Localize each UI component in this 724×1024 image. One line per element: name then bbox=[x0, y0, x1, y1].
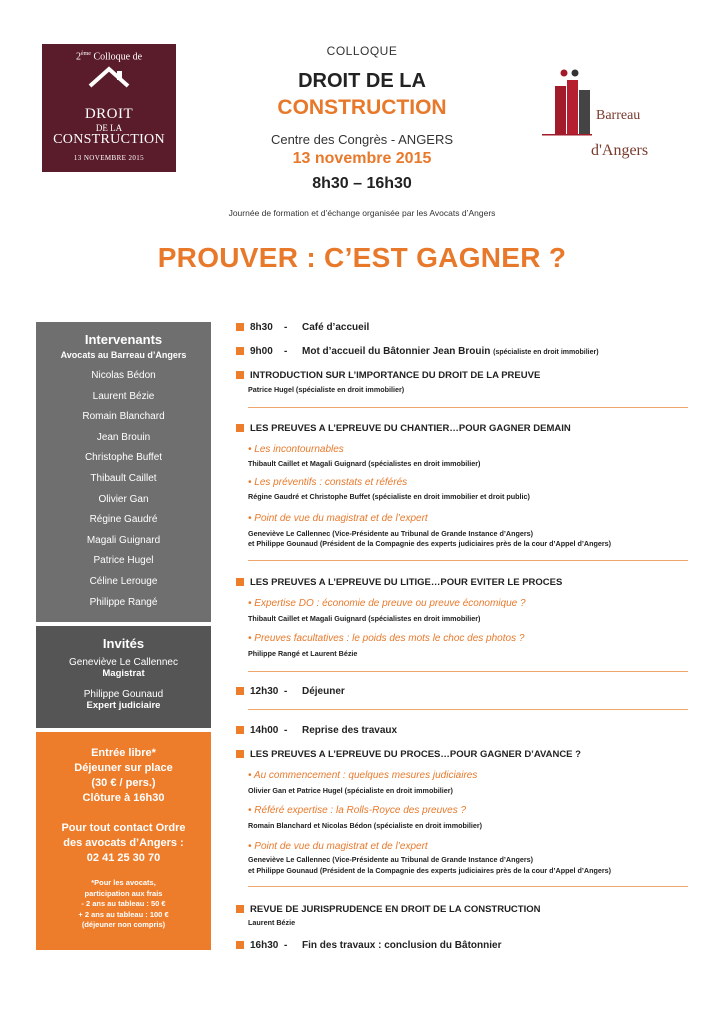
intervenant-name: Thibault Caillet bbox=[90, 472, 157, 484]
orange-square-icon bbox=[236, 941, 244, 949]
dangers-text: d'Angers bbox=[591, 142, 649, 159]
intervenants-list bbox=[36, 366, 211, 613]
orange-square-icon bbox=[236, 687, 244, 695]
entry-info: Entrée libre* Déjeuner sur place (30 € / pers.) Clôture à 16h30 bbox=[74, 747, 173, 804]
header-date: 13 novembre 2015 bbox=[292, 150, 432, 167]
orange-square-icon bbox=[236, 750, 244, 758]
orange-square-icon bbox=[236, 424, 244, 432]
intervenant-name: Nicolas Bédon bbox=[91, 370, 156, 381]
separator bbox=[248, 671, 688, 672]
orange-square-icon bbox=[236, 578, 244, 586]
contact-phone: 02 41 25 30 70 bbox=[86, 852, 161, 864]
intervenant-name: Jean Brouin bbox=[96, 431, 151, 443]
intervenant-name: Christophe Buffet bbox=[84, 452, 163, 464]
fees-note: *Pour les avocats, participation aux frais - 2 ans au tableau : 50 € + 2 ans au tableau : 100 € (déjeuner non compris) bbox=[78, 878, 169, 929]
invite-role: Expert judiciaire bbox=[86, 700, 161, 711]
barreau-text: Barreau bbox=[596, 108, 641, 123]
logo-date: 13 NOVEMBRE 2015 bbox=[73, 154, 145, 162]
intervenant-name: Régine Gaudré bbox=[89, 514, 158, 526]
intervenant-name: Céline Lerouge bbox=[89, 575, 158, 587]
intervenant-name: Laurent Bézie bbox=[92, 390, 155, 402]
orange-square-icon bbox=[236, 347, 244, 355]
invite-role: Magistrat bbox=[102, 668, 145, 679]
header-colloque: COLLOQUE bbox=[326, 44, 398, 58]
intervenants-panel bbox=[36, 322, 211, 622]
intervenants-subtitle: Avocats au Barreau d’Angers bbox=[60, 350, 187, 360]
header-droit-de-la: DROIT DE LA bbox=[298, 70, 426, 92]
intervenant-name: Philippe Rangé bbox=[89, 596, 158, 608]
intervenant-name: Patrice Hugel bbox=[93, 555, 154, 567]
header-construction: CONSTRUCTION bbox=[277, 96, 447, 119]
invites-panel bbox=[36, 626, 211, 728]
orange-square-icon bbox=[236, 905, 244, 913]
house-icon bbox=[87, 64, 131, 104]
logo-de-la: DE LA bbox=[95, 123, 123, 133]
intervenants-title: Intervenants bbox=[84, 332, 163, 347]
orange-square-icon bbox=[236, 726, 244, 734]
separator bbox=[248, 560, 688, 561]
invite-name: Geneviève Le Callennec bbox=[69, 657, 178, 668]
orange-square-icon bbox=[236, 323, 244, 331]
barreau-logo bbox=[540, 66, 660, 166]
logo-droit: DROIT bbox=[84, 106, 134, 122]
invite-name: Philippe Gounaud bbox=[83, 689, 164, 700]
contact-info: Pour tout contact Ordre des avocats d’Angers : 02 41 25 30 70 bbox=[36, 821, 211, 866]
orange-square-icon bbox=[236, 371, 244, 379]
intervenant-name: Magali Guignard bbox=[86, 534, 161, 546]
header-journee: Journée de formation et d’échange organisée par les Avocats d’Angers bbox=[228, 208, 496, 218]
contact-panel bbox=[36, 732, 211, 950]
logo-colloque-edition: 2ème Colloque de bbox=[75, 51, 143, 63]
intervenant-name: Romain Blanchard bbox=[82, 411, 165, 423]
main-title: PROUVER : C’EST GAGNER ? bbox=[157, 242, 567, 273]
separator bbox=[248, 886, 688, 887]
invites-title: Invités bbox=[102, 636, 145, 651]
colloque-logo bbox=[42, 44, 176, 172]
intervenant-name: Olivier Gan bbox=[98, 493, 149, 505]
header-venue: Centre des Congrès - ANGERS bbox=[270, 132, 454, 147]
separator bbox=[248, 709, 688, 710]
header-hours: 8h30 – 16h30 bbox=[312, 175, 412, 192]
logo-construction: CONSTRUCTION bbox=[53, 132, 165, 147]
barreau-emblem-icon bbox=[540, 66, 600, 136]
separator bbox=[248, 407, 688, 408]
